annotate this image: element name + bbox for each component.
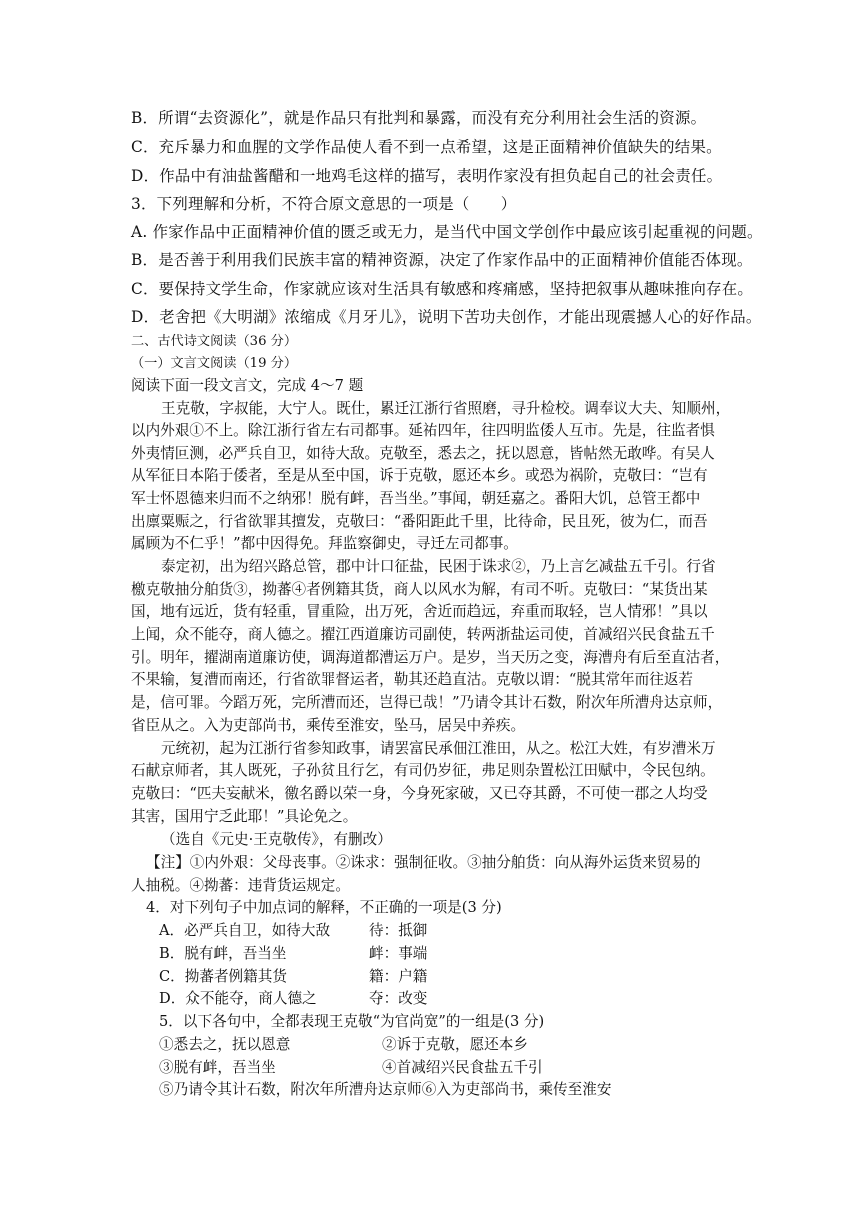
q5-item-3: ③脱有衅，吾当坐 bbox=[159, 1059, 276, 1076]
passage-line: 石献京师者，其人既死，子孙贫且行乞，有司仍岁征，弗足则杂置松江田赋中，令民包纳。 bbox=[131, 762, 715, 779]
passage-notes: 人抽税。④拗蕃：违背货运规定。 bbox=[131, 877, 350, 894]
q4-option-c: C．拗蕃者例籍其货 bbox=[159, 968, 287, 985]
q4-option-c-gloss: 籍：户籍 bbox=[369, 968, 428, 985]
q4-option-d: D．众不能夺，商人德之 bbox=[159, 990, 317, 1007]
q2-option-d: D．作品中有油盐酱醋和一地鸡毛这样的描写，表明作家没有担负起自己的社会责任。 bbox=[131, 167, 723, 185]
passage-line: 以内外艰①不上。除江浙行省左右司都事。延祐四年，往四明监倭人互市。先是，往监者惧 bbox=[131, 422, 715, 439]
q4-option-b-gloss: 衅：事端 bbox=[369, 945, 428, 962]
passage-source: （选自《元史·王克敬传》，有删改） bbox=[161, 831, 392, 848]
q4-option-a: A．必严兵自卫，如待大敌 bbox=[159, 922, 331, 939]
q5-stem: 5．以下各句中，全都表现王克敬“为官尚宽”的一组是(3 分) bbox=[159, 1013, 545, 1030]
passage-line: 是，信可罪。今蹈万死，完所漕而还，岂得已哉！”乃请令其计石数，附次年所漕舟达京师， bbox=[131, 694, 723, 711]
passage-line: 王克敬，字叔能，大宁人。既仕，累迁江浙行省照磨，寻升检校。调奉议大夫、知顺州， bbox=[161, 400, 731, 417]
passage-line: 军士怀恩德来归而不之纳邪！脱有衅，吾当坐。”事闻，朝廷嘉之。番阳大饥，总管王都中 bbox=[131, 490, 701, 507]
q2-option-c: C．充斥暴力和血腥的文学作品使人看不到一点希望，这是正面精神价值缺失的结果。 bbox=[131, 138, 722, 156]
passage-line: 引。明年，擢湖南道廉访使，调海道都漕运万户。是岁，当天历之变，海漕舟有后至直沽者， bbox=[131, 649, 730, 666]
q5-item-1: ①悉去之，抚以恩意 bbox=[159, 1036, 291, 1053]
q2-option-b: B．所谓“去资源化”，就是作品只有批判和暴露，而没有充分利用社会生活的资源。 bbox=[131, 109, 707, 127]
passage-line: 出廪粟赈之，行省欲罪其擅发，克敬曰：“番阳距此千里，比待命，民且死，彼为仁，而吾 bbox=[131, 513, 708, 530]
q3-option-a: A. 作家作品中正面精神价值的匮乏或无力，是当代中国文学创作中最应该引起重视的问题。 bbox=[131, 223, 763, 241]
q5-item-5-6: ⑤乃请令其计石数，附次年所漕舟达京师⑥入为吏部尚书，乘传至淮安 bbox=[159, 1081, 612, 1098]
q5-item-4: ④首减绍兴民食盐五千引 bbox=[382, 1059, 543, 1076]
q4-option-b: B．脱有衅，吾当坐 bbox=[159, 945, 287, 962]
passage-line: 檄克敬抽分舶货③，拗蕃④者例籍其货，商人以风水为解，有司不听。克敬曰：“某货出某 bbox=[131, 581, 708, 598]
passage-line: 其害，国用宁乏此耶！”具论免之。 bbox=[131, 808, 358, 825]
passage-line: 从军征日本陷于倭者，至是从至中国，诉于克敬，愿还本乡。或恐为祸阶，克敬曰：“岂有 bbox=[131, 467, 708, 484]
passage-line: 克敬曰：“匹夫妄献米，徼名爵以荣一身，今身死家破，又已夺其爵，不可使一郡之人均受 bbox=[131, 785, 708, 802]
passage-line: 元统初，起为江浙行省参知政事，请罢富民承佃江淮田，从之。松江大姓，有岁漕米万 bbox=[161, 740, 716, 757]
passage-line: 外夷情叵测，必严兵自卫，如待大敌。克敬至，悉去之，抚以恩意，皆帖然无敢哗。有吴人 bbox=[131, 445, 715, 462]
q3-stem: 3．下列理解和分析，不符合原文意思的一项是（ ） bbox=[131, 195, 517, 213]
q5-item-2: ②诉于克敬，愿还本乡 bbox=[382, 1036, 528, 1053]
subsection-heading: （一）文言文阅读（19 分） bbox=[131, 356, 298, 371]
passage-line: 属顾为不仁乎！”都中因得免。拜监察御史，寻迁左司都事。 bbox=[131, 535, 518, 552]
q4-option-a-gloss: 待：抵御 bbox=[369, 922, 428, 939]
reading-instruction: 阅读下面一段文言文，完成 4～7 题 bbox=[131, 377, 364, 394]
q3-option-c: C．要保持文学生命，作家就应该对生活具有敏感和疼痛感，坚持把叙事从趣味推向存在。 bbox=[131, 280, 754, 298]
passage-line: 省臣从之。入为吏部尚书，乘传至淮安，坠马，居吴中养疾。 bbox=[131, 717, 526, 734]
q4-stem: 4．对下列句子中加点词的解释，不正确的一项是(3 分) bbox=[146, 899, 502, 916]
passage-notes: 【注】①内外艰：父母丧事。②诛求：强制征收。③抽分舶货：向从海外运货来贸易的 bbox=[146, 854, 701, 871]
q3-option-d: D．老舍把《大明湖》浓缩成《月牙儿》，说明下苦功夫创作，才能出现震撼人心的好作品。 bbox=[131, 308, 762, 326]
passage-line: 泰定初，出为绍兴路总管，郡中计口征盐，民困于诛求②，乃上言乞减盐五千引。行省 bbox=[161, 558, 716, 575]
passage-line: 上闻，众不能夺，商人德之。擢江西道廉访司副使，转两浙盐运司使，首减绍兴民食盐五千 bbox=[131, 626, 715, 643]
passage-line: 国，地有远近，货有轻重，冒重险，出万死，舍近而趋远，弃重而取轻，岂人情邪！”具以 bbox=[131, 603, 708, 620]
section-heading: 二、古代诗文阅读（36 分） bbox=[131, 334, 298, 349]
passage-line: 不果输，复漕而南还，行省欲罪督运者，勒其还趋直沽。克敬以谓：“脱其常年而往返若 bbox=[131, 671, 694, 688]
q4-option-d-gloss: 夺：改变 bbox=[369, 990, 428, 1007]
q3-option-b: B．是否善于利用我们民族丰富的精神资源，决定了作家作品中的正面精神价值能否体现。 bbox=[131, 251, 753, 269]
